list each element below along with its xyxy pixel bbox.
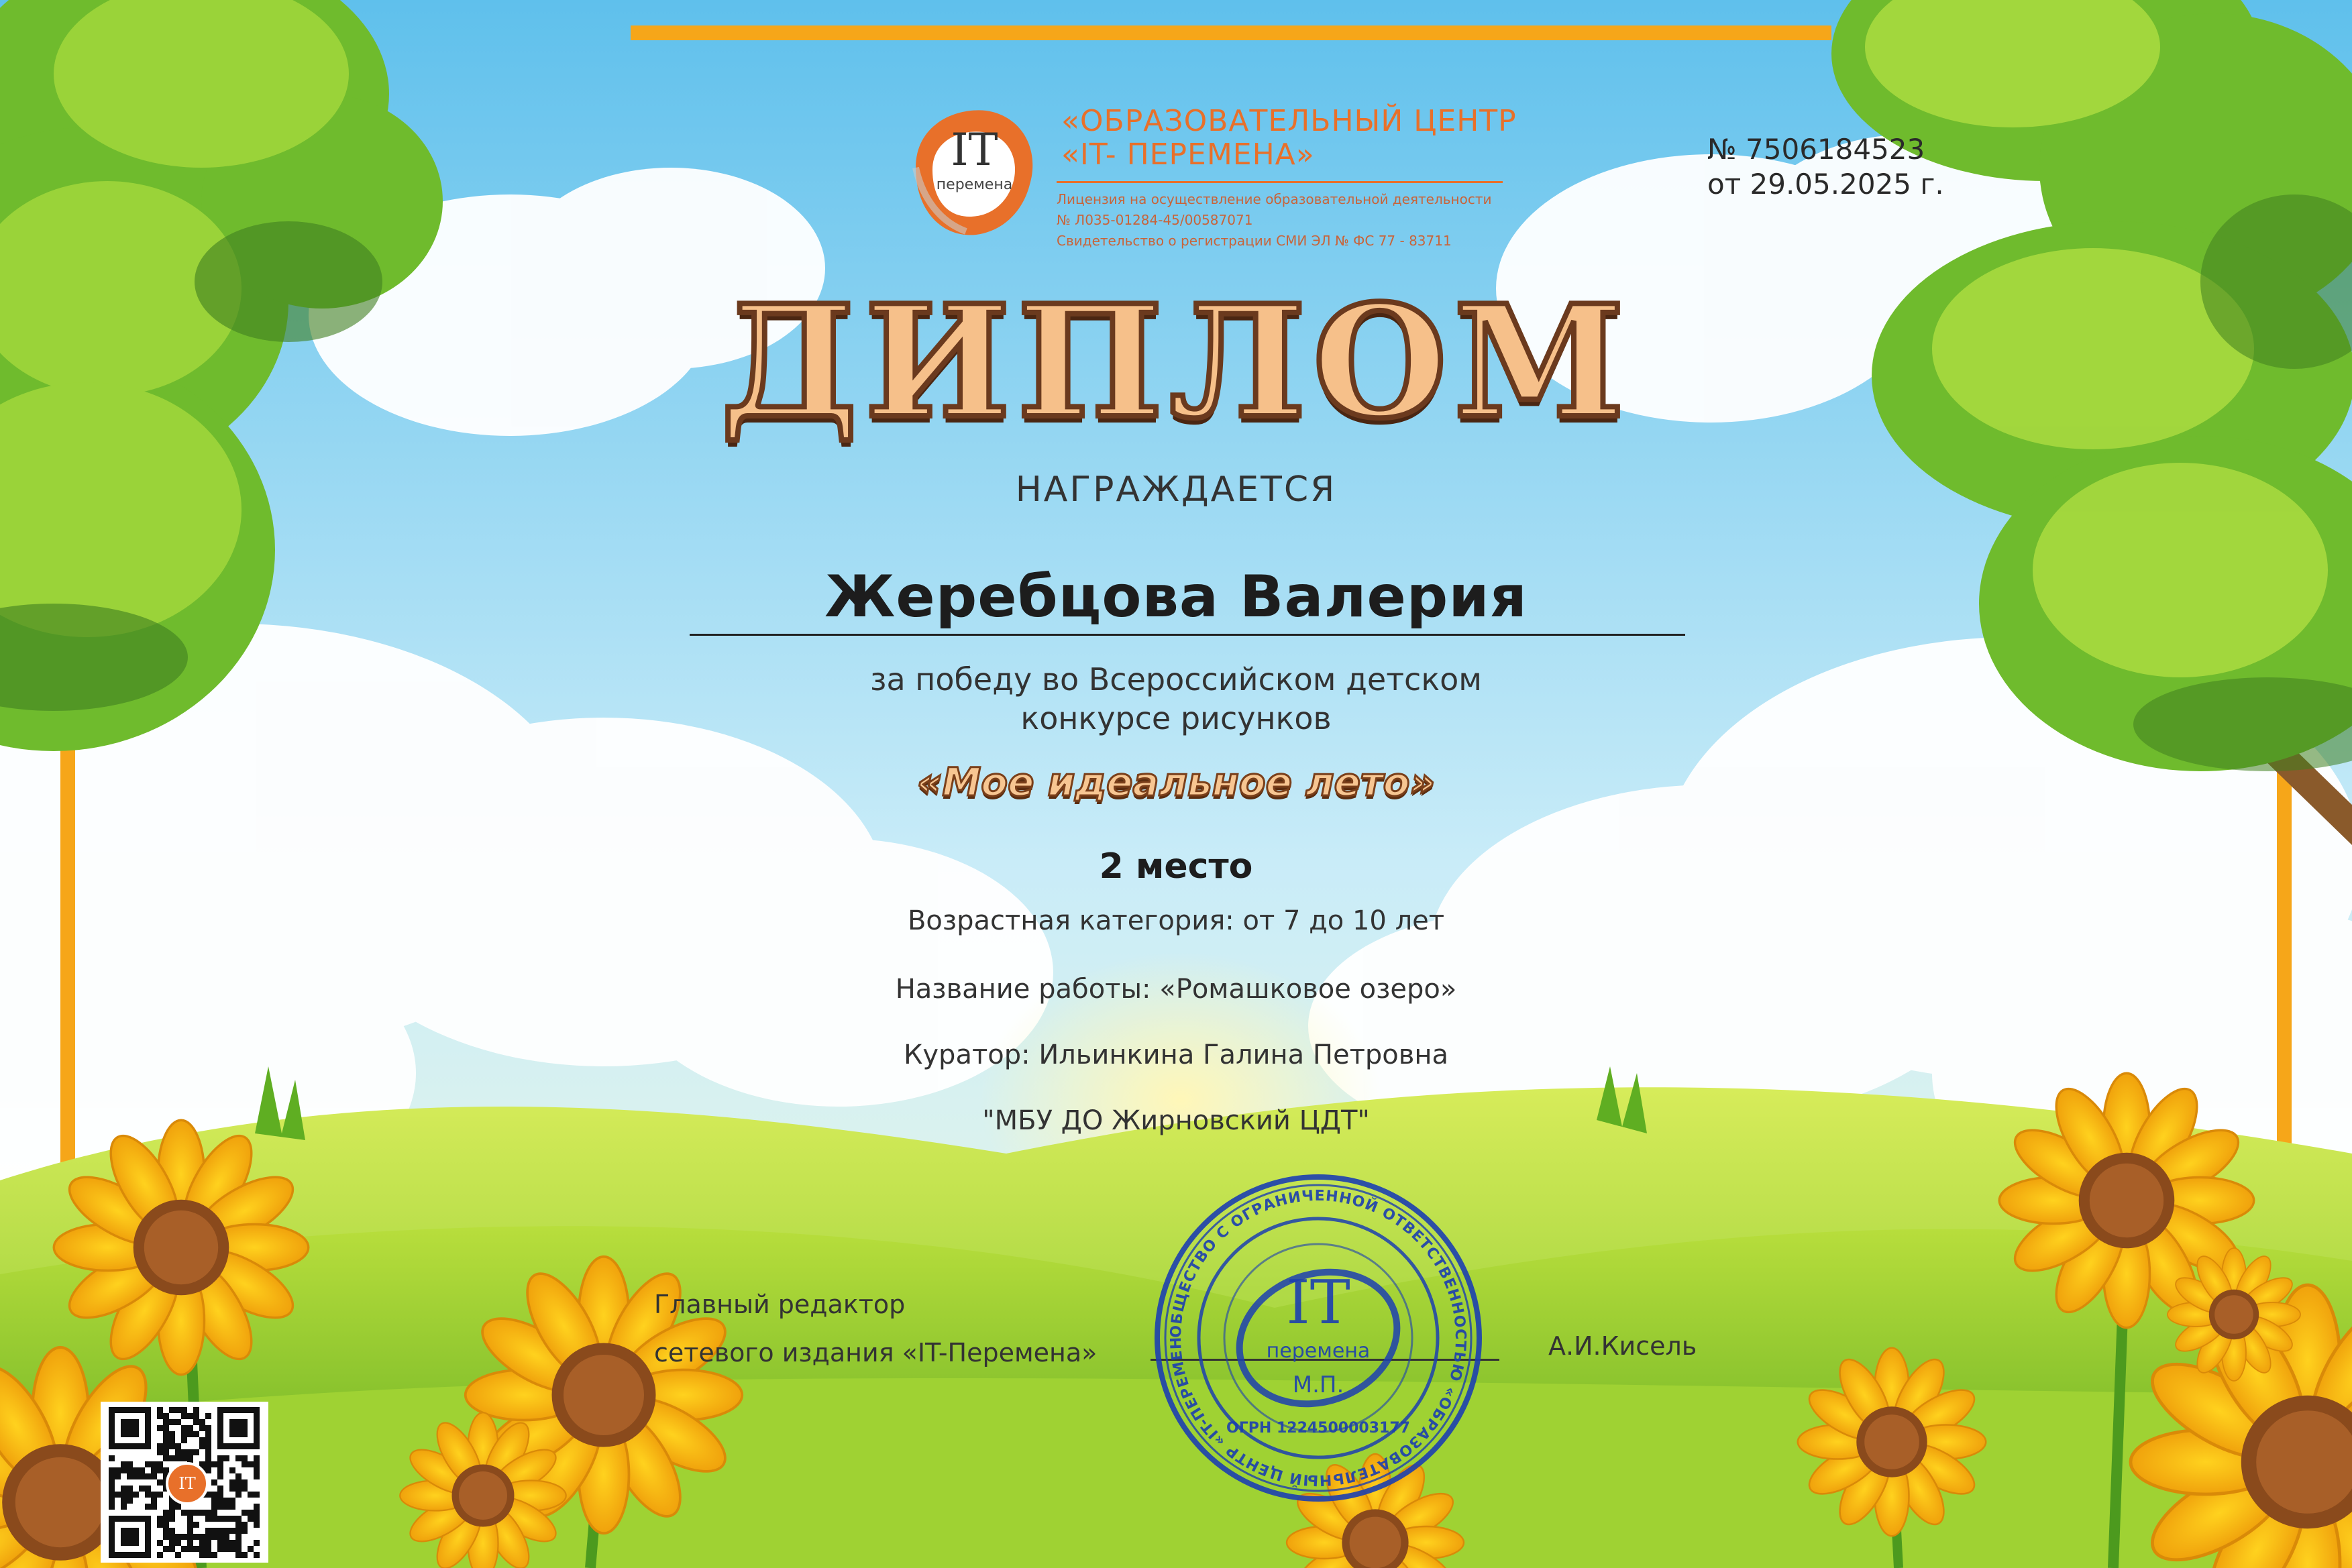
document-number: № 7506184523 [1707, 133, 1925, 166]
organization-name-line2: «IT- ПЕРЕМЕНА» [1061, 137, 1315, 172]
stamp-logo-peremena: перемена [1266, 1339, 1371, 1363]
stamp-ring-text: ОБЩЕСТВО С ОГРАНИЧЕННОЙ ОТВЕТСТВЕННОСТЬЮ «ОБРАЗОВАТЕЛЬНЫЙ ЦЕНТР «IT-ПЕРЕМЕН [1167, 1187, 1469, 1489]
age-category: Возрастная категория: от 7 до 10 лет [907, 905, 1445, 936]
stamp-ogrn: ОГРН 1224500003177 [1226, 1420, 1410, 1437]
organization-name-line1: «ОБРАЗОВАТЕЛЬНЫЙ ЦЕНТР [1061, 104, 1517, 138]
organization-divider [1057, 181, 1503, 183]
logo-peremena-text: перемена [936, 176, 1013, 193]
recipient-underline [690, 634, 1685, 636]
official-stamp [1151, 1170, 1486, 1506]
reason-line2: конкурсе рисунков [1020, 700, 1332, 736]
license-line2: № Л035-01284-45/00587071 [1057, 212, 1253, 228]
stamp-logo-it: IT [1286, 1268, 1350, 1338]
logo-it-text: IT [951, 124, 998, 176]
recipient-name: Жеребцова Валерия [824, 563, 1528, 630]
qr-center-logo-text: IT [178, 1474, 196, 1493]
reason-line1: за победу во Всероссийском детском [870, 661, 1482, 697]
place-label: 2 место [1099, 846, 1253, 887]
work-title: Название работы: «Ромашковое озеро» [895, 974, 1457, 1005]
qr-code[interactable] [101, 1402, 268, 1563]
stamp-mp: М.П. [1292, 1371, 1344, 1398]
signer-name: А.И.Кисель [1548, 1331, 1697, 1361]
qr-center-logo [166, 1462, 209, 1505]
document-date: от 29.05.2025 г. [1707, 168, 1944, 201]
diploma-title: ДИПЛОМ [720, 272, 1632, 453]
awarded-label: НАГРАЖДАЕТСЯ [1015, 469, 1337, 510]
license-line1: Лицензия на осуществление образовательной деятельности [1057, 191, 1492, 207]
curator-name: Куратор: Ильинкина Галина Петровна [903, 1040, 1448, 1070]
editor-title-line1: Главный редактор [654, 1290, 906, 1319]
license-line3: Свидетельство о регистрации СМИ ЭЛ № ФС 77 - 83711 [1057, 233, 1452, 249]
institution-name: "МБУ ДО Жирновский ЦДТ" [982, 1105, 1370, 1136]
contest-name: «Мое идеальное лето» [916, 759, 1436, 805]
organization-logo [902, 97, 1047, 241]
editor-title-line2: сетевого издания «IT-Перемена» [654, 1338, 1098, 1367]
